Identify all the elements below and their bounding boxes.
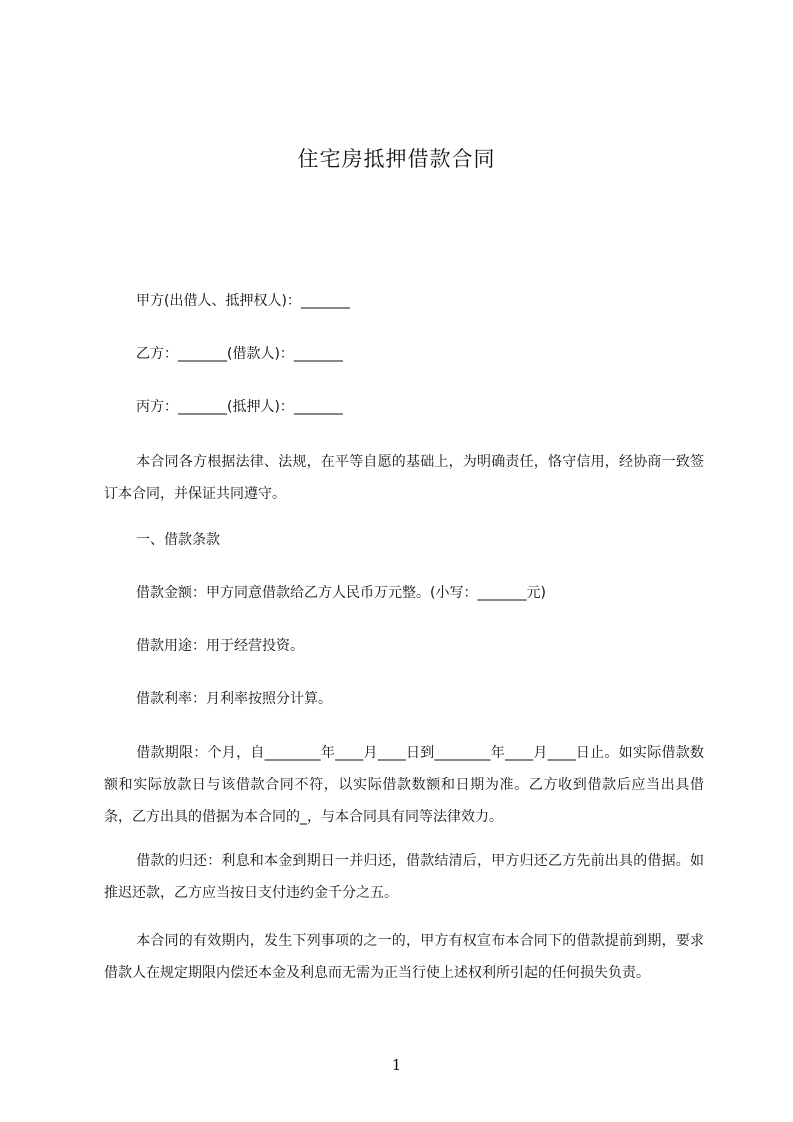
loan-amount-clause: 借款金额：甲方同意借款给乙方人民币万元整。(小写：_______元) [136,585,546,601]
document-title: 住宅房抵押借款合同 [297,147,496,171]
party-c-line: 丙方：_______(抵押人)：_______ [136,399,343,415]
repayment-text: 借款的归还：利息和本金到期日一并归还，借款结清后，甲方归还乙方先前出具的借据。如推迟还款，乙方应当按日支付违约金千分之五。 [104,853,704,901]
repayment-paragraph [104,845,704,909]
loan-term-text: 借款期限：个月，自________年____月____日到________年____月____日止。如实际借款数额和实际放款日与该借款合同不符，以实际借款数额和日期为准。乙方收到借款后应当出具借条，乙方出具的借据为本合同的_，与本合同具有同等法律效力。 [104,745,704,825]
preamble-paragraph [104,446,704,510]
section-1-heading: 一、借款条款 [136,532,220,548]
party-a-line: 甲方(出借人、抵押权人)：_______ [136,293,350,309]
loan-rate-clause: 借款利率：月利率按照分计算。 [136,691,332,707]
acceleration-text: 本合同的有效期内，发生下列事项的之一的，甲方有权宣布本合同下的借款提前到期，要求借款人在规定期限内偿还本金及利息而无需为正当行使上述权利所引起的任何损失负责。 [104,933,704,981]
acceleration-paragraph [104,925,704,989]
loan-term-paragraph [104,737,704,833]
preamble-text: 本合同各方根据法律、法规，在平等自愿的基础上，为明确责任，恪守信用，经协商一致签订本合同，并保证共同遵守。 [104,454,704,502]
page-number: 1 [391,1056,402,1074]
loan-purpose-clause: 借款用途：用于经营投资。 [136,638,304,654]
party-b-line: 乙方：_______(借款人)：_______ [136,346,343,362]
